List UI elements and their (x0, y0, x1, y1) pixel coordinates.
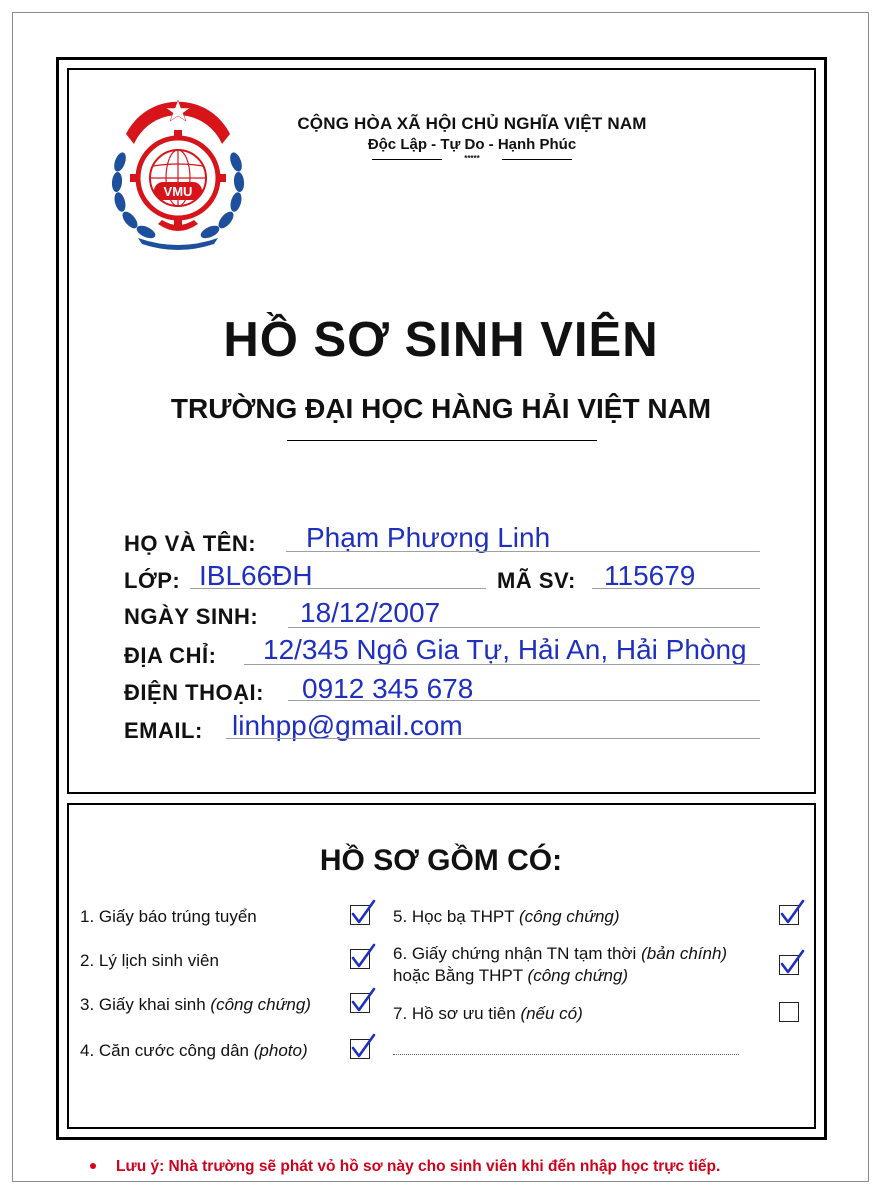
list-item: 7. Hồ sơ ưu tiên (nếu có) (393, 1004, 583, 1023)
dob-value: 18/12/2007 (300, 597, 441, 628)
checkmark-icon (779, 899, 805, 927)
checkbox-birth-certificate[interactable] (350, 993, 370, 1013)
motto: Độc Lập - Tự Do - Hạnh Phúc (367, 136, 577, 153)
dotted-line (393, 1054, 739, 1055)
nation-title: CỘNG HÒA XÃ HỘI CHỦ NGHĨA VIỆT NAM (297, 114, 647, 133)
phone-label: ĐIỆN THOẠI: (124, 680, 264, 705)
checkbox-priority-documents[interactable] (779, 1002, 799, 1022)
checkbox-transcript[interactable] (779, 905, 799, 925)
list-item: 4. Căn cước công dân (photo) (80, 1041, 308, 1060)
address-underline (244, 664, 760, 665)
checkmark-icon (350, 987, 376, 1015)
list-item: 6. Giấy chứng nhận TN tạm thời (bản chính) hoặc Bằng THPT (công chứng) (393, 944, 728, 985)
checkmark-icon (350, 1033, 376, 1061)
name-underline (286, 551, 760, 552)
email-underline (226, 738, 760, 739)
checkmark-icon (350, 943, 376, 971)
title-divider (287, 440, 597, 441)
list-item: 5. Học bạ THPT (công chứng) (393, 907, 620, 926)
dob-label: NGÀY SINH: (124, 604, 259, 629)
vmu-logo-icon (98, 92, 258, 252)
national-header (272, 114, 672, 164)
checkbox-admission-letter[interactable] (350, 905, 370, 925)
list-item: 1. Giấy báo trúng tuyển (80, 907, 257, 926)
class-underline (190, 588, 486, 589)
address-value: 12/345 Ngô Gia Tự, Hải An, Hải Phòng (263, 634, 747, 665)
address-label: ĐỊA CHỈ: (124, 643, 217, 668)
list-item: 3. Giấy khai sinh (công chứng) (80, 995, 311, 1014)
list-item: 2. Lý lịch sinh viên (80, 951, 219, 970)
checkmark-icon (779, 949, 805, 977)
checkbox-graduation-certificate[interactable] (779, 955, 799, 975)
page-title: HỒ SƠ SINH VIÊN (223, 313, 659, 367)
documents-title: HỒ SƠ GỒM CÓ: (319, 844, 563, 877)
checkbox-citizen-id[interactable] (350, 1039, 370, 1059)
email-value: linhpp@gmail.com (232, 710, 463, 741)
student-id-label: MÃ SV: (497, 568, 576, 593)
bullet-icon (90, 1163, 96, 1169)
student-id-underline (592, 588, 760, 589)
class-value: IBL66ĐH (199, 560, 313, 591)
checkbox-student-profile[interactable] (350, 949, 370, 969)
name-value: Phạm Phương Linh (306, 522, 551, 553)
email-label: EMAIL: (124, 718, 203, 743)
university-name: TRƯỜNG ĐẠI HỌC HÀNG HẢI VIỆT NAM (170, 393, 712, 424)
motto-divider (272, 154, 672, 164)
phone-value: 0912 345 678 (302, 673, 474, 704)
dob-underline (288, 627, 760, 628)
checkmark-icon (350, 899, 376, 927)
phone-underline (288, 700, 760, 701)
stars: ***** (464, 154, 480, 163)
class-label: LỚP: (124, 568, 181, 593)
student-id-value: 115679 (604, 560, 696, 591)
footer-note: Lưu ý: Nhà trường sẽ phát vỏ hồ sơ này cho sinh viên khi đến nhập học trực tiếp. (90, 1158, 720, 1176)
name-label: HỌ VÀ TÊN: (124, 531, 257, 556)
svg-text:VMU: VMU (163, 184, 193, 199)
